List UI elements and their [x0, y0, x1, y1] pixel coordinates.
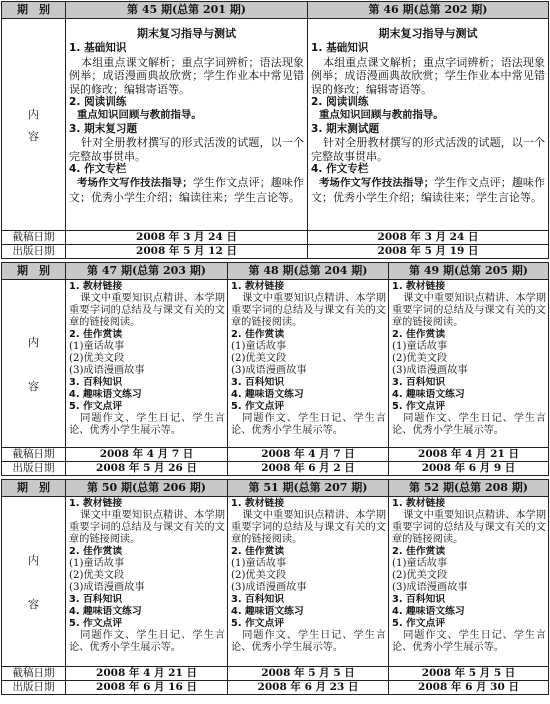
- section-body: 同题作文、学生日记、学生言论、优秀小学生展示等。: [231, 413, 386, 436]
- issue-content: [66, 497, 228, 667]
- section-body: 同题作文、学生日记、学生言论、优秀小学生展示等。: [69, 630, 225, 653]
- issue-header: 第 45 期(总第 201 期): [66, 2, 308, 19]
- section-heading: 1. 教材链接: [231, 281, 285, 292]
- section-heading: 1. 基础知识: [311, 42, 369, 55]
- section-heading: 3. 百科知识: [69, 377, 123, 388]
- section-heading: 4. 作文专栏: [69, 163, 127, 176]
- publish-date: 2008 年 5 月 26 日: [66, 462, 228, 476]
- issue-header: 第 50 期(总第 206 期): [66, 480, 228, 497]
- section-heading: 3. 期末复习题: [69, 122, 138, 135]
- deadline-date: 2008 年 4 月 21 日: [66, 667, 228, 681]
- content-title: 期末复习指导与测试: [378, 27, 478, 40]
- section-heading: 5. 作文点评: [392, 618, 446, 629]
- list-item: (2)优美文段: [392, 353, 448, 364]
- section-body: 课文中重要知识点精讲、本学期重要字词的总结及与课文有关的文章的链接阅读。: [392, 510, 546, 545]
- content-label: 内 容: [2, 497, 66, 667]
- section-heading: 2. 佳作赏读: [231, 329, 285, 340]
- publish-label: 出版日期: [2, 462, 66, 476]
- schedule-table-1: [1, 1, 549, 259]
- section-body: 针对全册教材撰写的形式活泼的试题，以一个完整故事贯串。: [69, 136, 304, 163]
- publish-date: 2008 年 6 月 2 日: [228, 462, 389, 476]
- schedule-table-3: [1, 479, 549, 695]
- list-item: (3)成语漫画故事: [231, 365, 307, 376]
- section-body: 本组重点课文解析；重点字词辨析；语法现象例举；成语漫画典故欣赏；学生作业本中常见错误的修改；编辑寄语等。: [311, 55, 545, 96]
- section-heading: 4. 趣味语文练习: [69, 606, 142, 617]
- section-heading: 1. 教材链接: [69, 281, 123, 292]
- issue-content: [308, 19, 549, 231]
- list-item: (2)优美文段: [231, 570, 287, 581]
- section-heading: 1. 教材链接: [69, 498, 123, 509]
- period-label: 期 别: [2, 263, 66, 280]
- section-heading: 5. 作文点评: [69, 401, 123, 412]
- section-heading: 4. 作文专栏: [311, 163, 369, 176]
- publish-date: 2008 年 6 月 23 日: [228, 681, 389, 695]
- deadline-date: 2008 年 4 月 7 日: [66, 448, 228, 462]
- list-item: (2)优美文段: [69, 353, 125, 364]
- issue-header: 第 51 期(总第 207 期): [228, 480, 389, 497]
- section-heading: 2. 佳作赏读: [392, 546, 446, 557]
- section-heading: 1. 教材链接: [231, 498, 285, 509]
- section-heading: 4. 趣味语文练习: [231, 389, 304, 400]
- section-body: 课文中重要知识点精讲、本学期重要字词的总结及与课文有关的文章的链接阅读。: [231, 510, 386, 545]
- section-body: 同题作文、学生日记、学生言论、优秀小学生展示等。: [392, 413, 546, 436]
- section-heading: 3. 期末测试题: [311, 122, 380, 135]
- publish-date: 2008 年 5 月 19 日: [308, 245, 549, 259]
- deadline-date: 2008 年 5 月 5 日: [389, 667, 549, 681]
- schedule-table-2: [1, 262, 549, 476]
- section-heading: 3. 百科知识: [392, 377, 446, 388]
- list-item: (3)成语漫画故事: [392, 582, 468, 593]
- section-body: 课文中重要知识点精讲、本学期重要字词的总结及与课文有关的文章的链接阅读。: [231, 293, 386, 328]
- section-heading: 2. 佳作赏读: [69, 329, 123, 340]
- section-body: 同题作文、学生日记、学生言论、优秀小学生展示等。: [392, 630, 546, 653]
- section-body: 课文中重要知识点精讲、本学期重要字词的总结及与课文有关的文章的链接阅读。: [69, 293, 225, 328]
- section-sub: 重点知识回顾与教前指导。: [77, 109, 202, 122]
- content-label: 内 容: [2, 280, 66, 448]
- section-heading: 5. 作文点评: [69, 618, 123, 629]
- list-item: (3)成语漫画故事: [231, 582, 307, 593]
- publish-date: 2008 年 6 月 30 日: [389, 681, 549, 695]
- issue-content: [228, 497, 389, 667]
- publish-label: 出版日期: [2, 245, 66, 259]
- section-body: 针对全册教材撰写的形式活泼的试题，以一个完整故事贯串。: [311, 136, 545, 163]
- section-heading: 5. 作文点评: [231, 618, 285, 629]
- section-body: 本组重点课文解析；重点字词辨析；语法现象例举；成语漫画典故欣赏；学生作业本中常见错误的修改；编辑寄语等。: [69, 55, 304, 96]
- deadline-date: 2008 年 3 月 24 日: [308, 231, 549, 245]
- section-heading: 5. 作文点评: [231, 401, 285, 412]
- content-row: [2, 497, 549, 667]
- list-item: (2)优美文段: [392, 570, 448, 581]
- issue-content: [389, 280, 549, 448]
- section-heading: 1. 教材链接: [392, 498, 446, 509]
- list-item: (1)童话故事: [392, 341, 448, 352]
- section-heading: 2. 佳作赏读: [69, 546, 123, 557]
- issue-header: 第 47 期(总第 203 期): [66, 263, 228, 280]
- list-item: (2)优美文段: [231, 353, 287, 364]
- section-heading: 4. 趣味语文练习: [392, 389, 465, 400]
- publish-date: 2008 年 5 月 12 日: [66, 245, 308, 259]
- issue-content: [66, 280, 228, 448]
- list-item: (1)童话故事: [392, 558, 448, 569]
- issue-content: [66, 19, 308, 231]
- section-body: 考场作文写作技法指导；学生作文点评；趣味作文；优秀小学生介绍；编读往来；学生言论等。: [69, 176, 305, 204]
- period-label: 期 别: [2, 480, 66, 497]
- deadline-label: 截稿日期: [2, 231, 66, 245]
- list-item: (2)优美文段: [69, 570, 125, 581]
- deadline-label: 截稿日期: [2, 448, 66, 462]
- issue-header: 第 52 期(总第 208 期): [389, 480, 549, 497]
- issue-header: 第 46 期(总第 202 期): [308, 2, 549, 19]
- list-item: (3)成语漫画故事: [69, 582, 145, 593]
- section-body: 课文中重要知识点精讲、本学期重要字词的总结及与课文有关的文章的链接阅读。: [392, 293, 546, 328]
- section-body: 课文中重要知识点精讲、本学期重要字词的总结及与课文有关的文章的链接阅读。: [69, 510, 225, 545]
- content-row: [2, 280, 549, 448]
- issue-header: 第 49 期(总第 205 期): [389, 263, 549, 280]
- section-heading: 2. 佳作赏读: [231, 546, 285, 557]
- publish-date: 2008 年 6 月 16 日: [66, 681, 228, 695]
- list-item: (1)童话故事: [69, 558, 125, 569]
- deadline-date: 2008 年 5 月 5 日: [228, 667, 389, 681]
- list-item: (3)成语漫画故事: [69, 365, 145, 376]
- content-label: 内 容: [2, 19, 66, 231]
- deadline-label: 截稿日期: [2, 667, 66, 681]
- section-heading: 2. 阅读训练: [311, 96, 369, 109]
- content-title: 期末复习指导与测试: [137, 27, 236, 40]
- section-heading: 4. 趣味语文练习: [231, 606, 304, 617]
- section-heading: 1. 基础知识: [69, 42, 127, 55]
- issue-content: [389, 497, 549, 667]
- section-sub: 重点知识回顾与教前指导。: [319, 109, 444, 122]
- publish-date: 2008 年 6 月 9 日: [389, 462, 549, 476]
- list-item: (3)成语漫画故事: [392, 365, 468, 376]
- section-heading: 3. 百科知识: [69, 594, 123, 605]
- section-body: 同题作文、学生日记、学生言论、优秀小学生展示等。: [231, 630, 386, 653]
- section-heading: 4. 趣味语文练习: [69, 389, 142, 400]
- section-heading: 2. 佳作赏读: [392, 329, 446, 340]
- section-heading: 4. 趣味语文练习: [392, 606, 465, 617]
- issue-header: 第 48 期(总第 204 期): [228, 263, 389, 280]
- issue-content: [228, 280, 389, 448]
- section-heading: 3. 百科知识: [392, 594, 446, 605]
- section-body: 同题作文、学生日记、学生言论、优秀小学生展示等。: [69, 413, 225, 436]
- section-heading: 5. 作文点评: [392, 401, 446, 412]
- deadline-date: 2008 年 4 月 7 日: [228, 448, 389, 462]
- section-heading: 1. 教材链接: [392, 281, 446, 292]
- section-body: 考场作文写作技法指导；学生作文点评；趣味作文；优秀小学生介绍；编读往来；学生言论等。: [311, 176, 546, 204]
- publish-label: 出版日期: [2, 681, 66, 695]
- list-item: (1)童话故事: [69, 341, 125, 352]
- period-label: 期 别: [2, 2, 66, 19]
- list-item: (1)童话故事: [231, 341, 287, 352]
- deadline-date: 2008 年 4 月 21 日: [389, 448, 549, 462]
- list-item: (1)童话故事: [231, 558, 287, 569]
- section-heading: 2. 阅读训练: [69, 96, 127, 109]
- section-heading: 3. 百科知识: [231, 594, 285, 605]
- deadline-date: 2008 年 3 月 24 日: [66, 231, 308, 245]
- section-heading: 3. 百科知识: [231, 377, 285, 388]
